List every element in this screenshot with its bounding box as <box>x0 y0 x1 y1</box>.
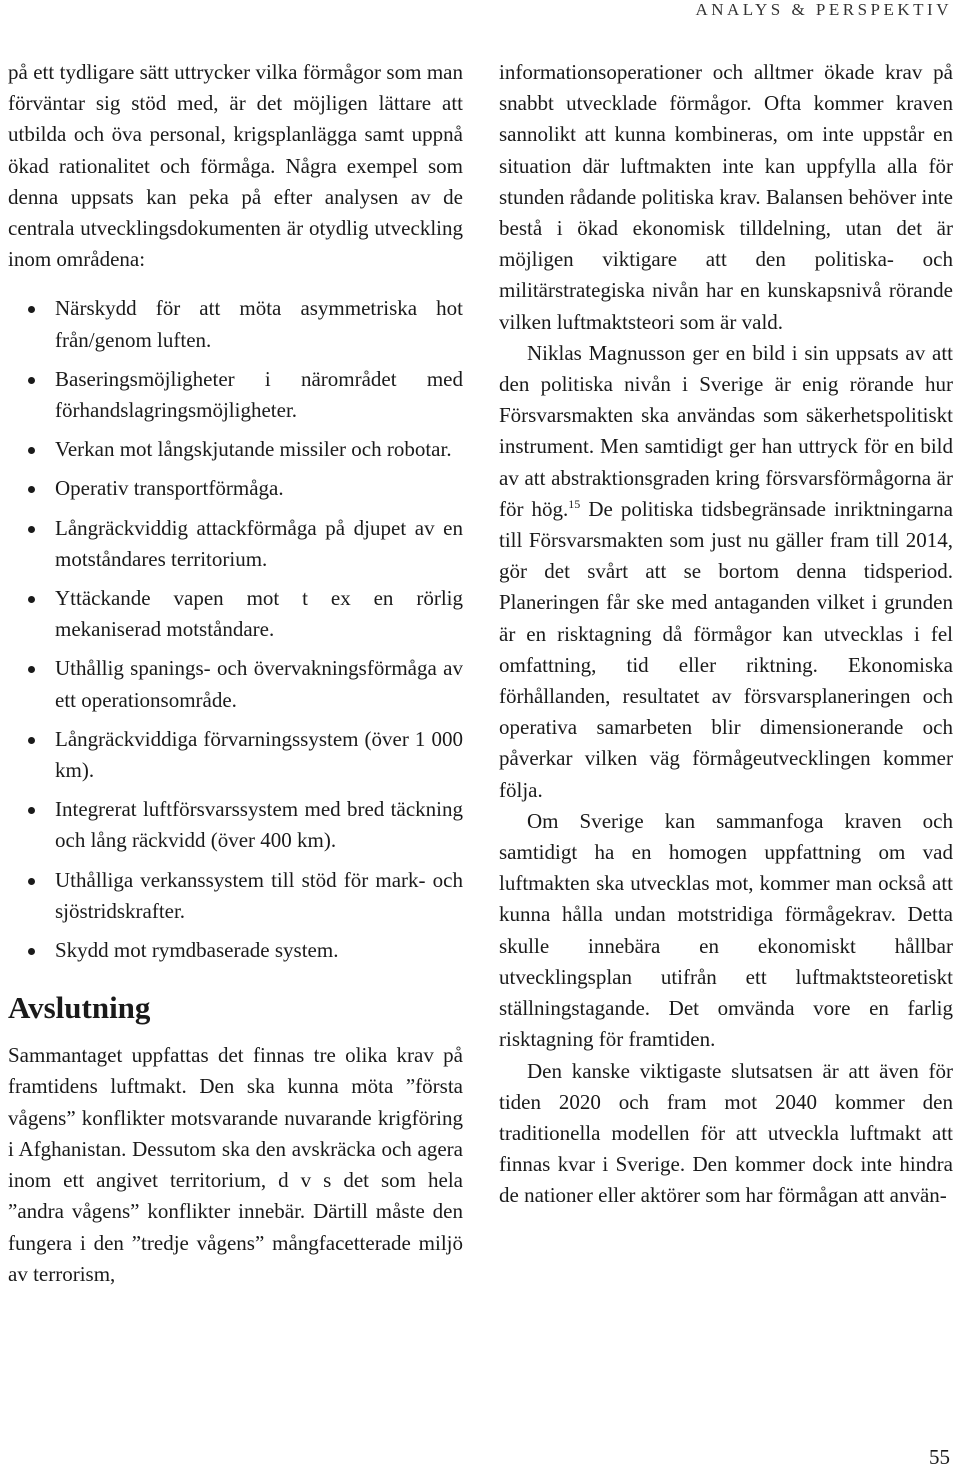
section-heading: Avslutning <box>8 990 151 1026</box>
capability-list <box>8 293 463 966</box>
list-item: Integrerat luftförsvarssystem med bred täckning och lång räckvidd (över 400 km). <box>8 794 463 856</box>
paragraph: informationsoperationer och alltmer ökade krav på snabbt utvecklade förmågor. Ofta kommer kraven sannolikt att kunna kombineras, om inte uppstår en situation där luftmakten inte kan uppfylla alla för stunden rådande politiska krav. Balansen behöver inte bestå i ökad ekonomisk tilldelning, utan det är möjligen viktigare att den politiska- och militärstrategiska nivån har en kunskapsnivå rörande vilken luftmaktsteori som är vald. <box>499 60 953 334</box>
paragraph: Om Sverige kan sammanfoga kraven och samtidigt ha en homogen uppfattning om vad luftmakten ska utvecklas mot, kommer man också att kunna hålla undan motstridiga förmågekrav. Detta skulle innebära en ekonomiskt hållbar utvecklingsplan utifrån ett luftmaktsteoretiskt ställningstagande. Det omvända vore en farlig risktagning för framtiden. <box>499 808 953 1052</box>
right-column <box>499 57 953 1212</box>
list-item: Baseringsmöjligheter i närområdet med förhandslagringsmöjligheter. <box>8 364 463 426</box>
list-item: Långräckviddig attackförmåga på djupet av en motståndares territorium. <box>8 513 463 575</box>
footnote-marker[interactable]: 15 <box>568 496 581 511</box>
paragraph-text: De politiska tidsbegränsade inriktningarna till Försvarsmakten som just nu gäller fram till 2014, gör det svårt att se bortom denna tidsperiod. Planeringen får ske med antaganden vilket i grunden är en risktagning då förmågor kan utvecklas i fel omfattning, tid eller riktning. Ekonomiska förhållanden, resultatet av försvarsplaneringen och operativa samarbeten blir dimensionerande och påverkar vilken väg förmågeutvecklingen kommer följa. <box>499 496 953 802</box>
closing-paragraph: Sammantaget uppfattas det finnas tre olika krav på framtidens luftmakt. Den ska kunna möta ”första vågens” konflikter motsvarande nuvarande krigföring i Afghanistan. Dessutom ska den avskräcka och agera inom ett angivet territorium, d v s det som hela ”andra vågens” konflikter innebär. Därtill måste den fungera i den ”tredje vågens” mångfacetterade miljö av terrorism, <box>8 1043 463 1286</box>
paragraph-text: Niklas Magnusson ger en bild i sin uppsats av att den politiska nivån i Sverige är enig rörande hur Försvarsmakten ska användas som säkerhetspolitiskt instrument. Men samtidigt ger han uttryck för en bild av att abstraktionsgraden kring försvarsförmågorna är för hög. <box>499 340 953 521</box>
running-header: ANALYS & PERSPEKTIV <box>695 0 952 19</box>
page-number: 55 <box>929 1445 950 1469</box>
list-item: Verkan mot långskjutande missiler och robotar. <box>8 434 463 465</box>
list-item: Uthållig spanings- och övervakningsförmåga av ett operationsområde. <box>8 653 463 715</box>
list-item: Närskydd för att möta asymmetriska hot från/genom luften. <box>8 293 463 355</box>
list-item: Uthålliga verkanssystem till stöd för mark- och sjöstridskrafter. <box>8 865 463 927</box>
list-item: Skydd mot rymdbaserade system. <box>8 935 463 966</box>
left-column <box>8 57 463 1290</box>
list-item: Operativ transportförmåga. <box>8 473 463 504</box>
list-item: Yttäckande vapen mot t ex en rörlig mekaniserad motståndare. <box>8 583 463 645</box>
paragraph: Den kanske viktigaste slutsatsen är att även för tiden 2020 och fram mot 2040 kommer den traditionella modellen för att utveckla luftmakt att finnas kvar i Sverige. Den kommer dock inte hindra de nationer eller aktörer som har förmågan att använ- <box>499 1058 953 1208</box>
list-item: Långräckviddiga förvarningssystem (över 1 000 km). <box>8 724 463 786</box>
paragraph <box>499 338 953 806</box>
intro-paragraph: på ett tydligare sätt uttrycker vilka förmågor som man förväntar sig stöd med, är det möjligen lättare att utbilda och öva personal, krigsplanlägga samt uppnå ökad rationalitet och förmåga. Några exempel som denna uppsats kan peka på efter analysen av de centrala utvecklingsdokumenten är otydlig utveckling inom områdena: <box>8 60 463 272</box>
